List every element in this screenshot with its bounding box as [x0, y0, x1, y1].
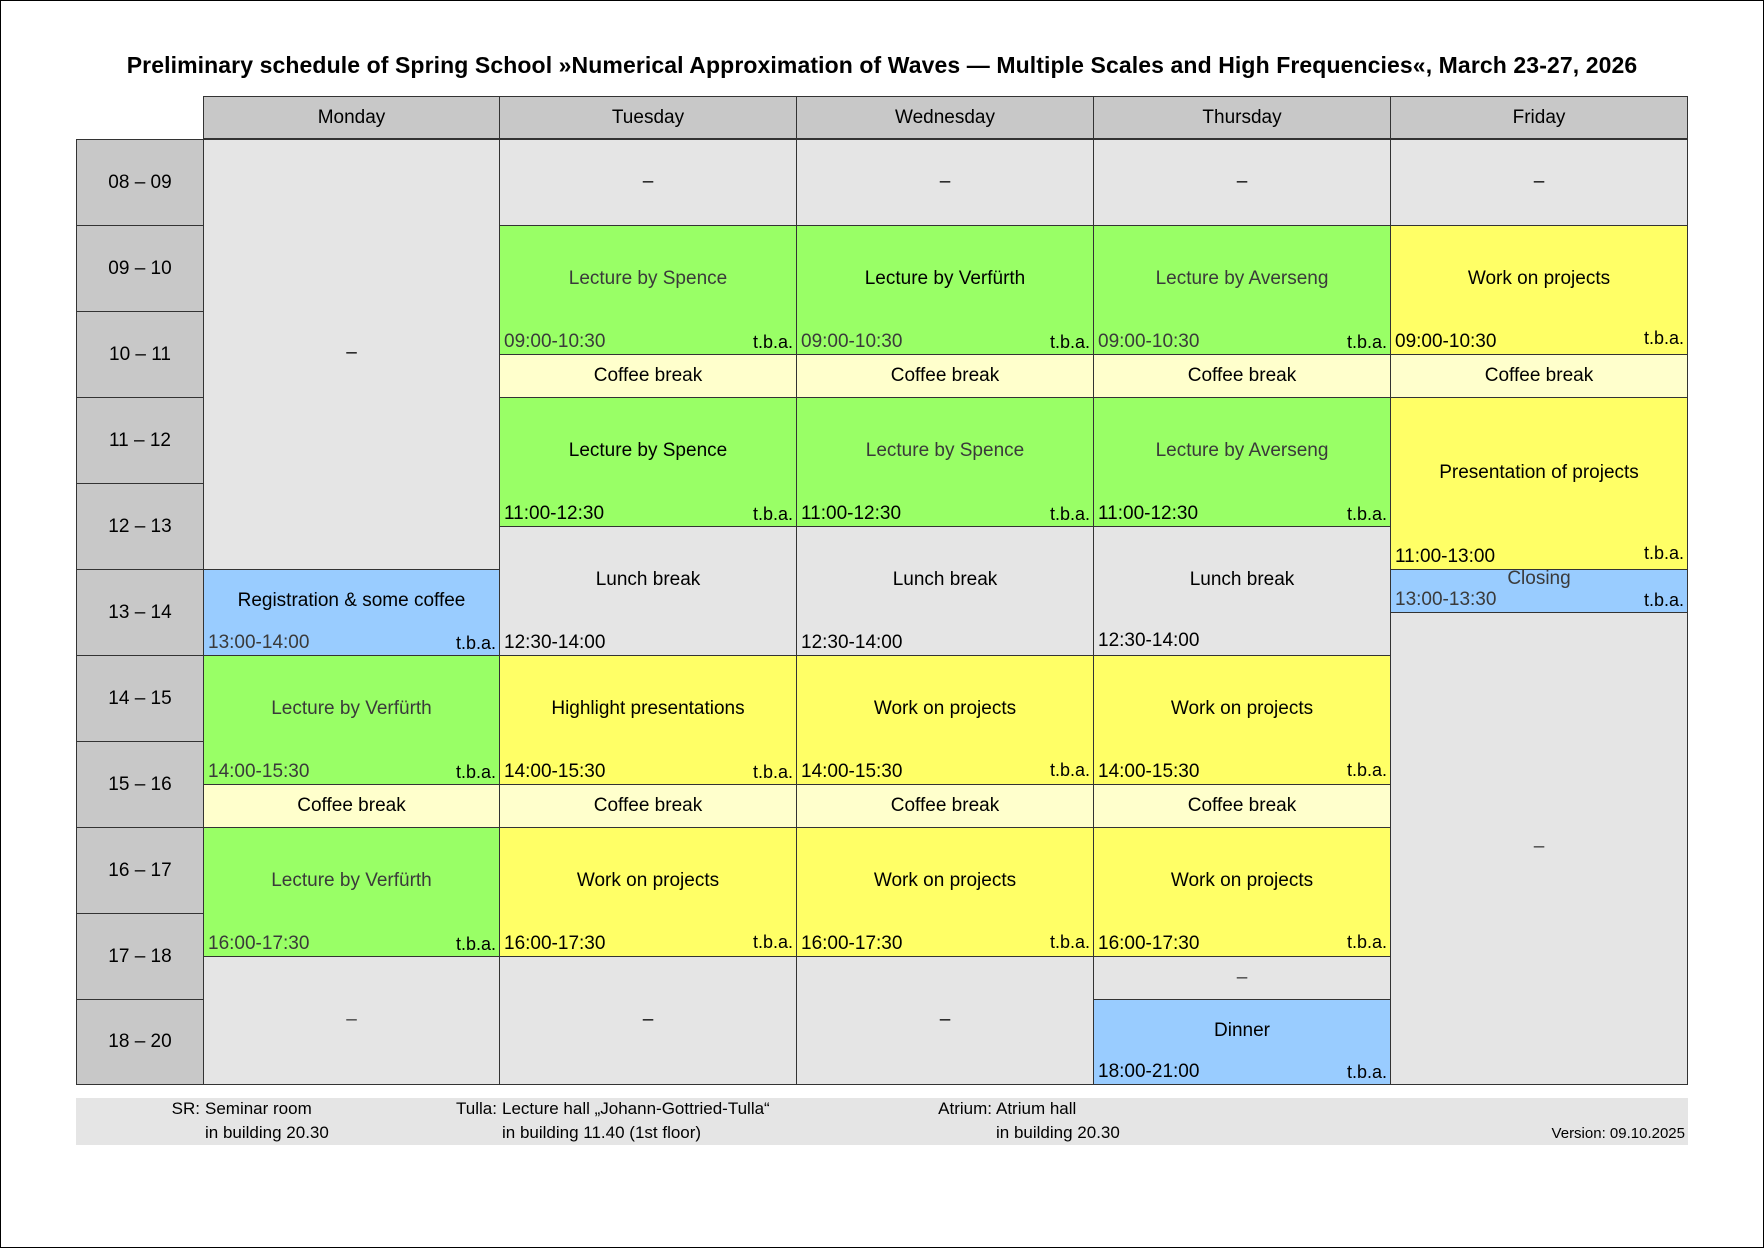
placeholder-dash: –	[346, 342, 357, 363]
tuesday-free-evening	[499, 956, 797, 1085]
time-slot: 18 – 20	[76, 999, 204, 1085]
legend-tulla-key: Tulla:	[456, 1099, 497, 1118]
event-location: t.b.a.	[1346, 760, 1387, 780]
header-monday: Monday	[203, 96, 500, 139]
header-thursday: Thursday	[1093, 96, 1391, 139]
event-label: Coffee break	[593, 365, 703, 386]
event-label: Work on projects	[873, 698, 1017, 719]
monday-registration[interactable]	[203, 569, 500, 656]
event-label: Coffee break	[1187, 795, 1297, 816]
event-location: t.b.a.	[752, 504, 793, 524]
page-title: Preliminary schedule of Spring School »Numerical Approximation of Waves — Multiple Scales and High Frequencies«, March 23-27, 2026	[126, 52, 1638, 78]
event-time: 11:00-12:30	[801, 503, 902, 524]
header-wednesday: Wednesday	[796, 96, 1094, 139]
wednesday-coffee-break-1[interactable]	[796, 354, 1094, 398]
legend-tulla-line1: Lecture hall „Johann-Gottried-Tulla“	[502, 1099, 770, 1118]
time-slot: 11 – 12	[76, 397, 204, 484]
event-label: Presentation of projects	[1439, 462, 1639, 483]
legend-atrium-line1: Atrium hall	[996, 1099, 1077, 1118]
monday-coffee-break[interactable]	[203, 784, 500, 828]
event-location: t.b.a.	[1346, 1062, 1387, 1082]
placeholder-dash: –	[939, 1009, 951, 1030]
friday-free-early	[1390, 139, 1688, 226]
time-slot: 14 – 15	[76, 655, 204, 742]
placeholder-dash: –	[1236, 171, 1248, 192]
event-label: Lecture by Spence	[568, 268, 728, 289]
thursday-lunch-break[interactable]	[1093, 526, 1391, 656]
event-label: Work on projects	[873, 870, 1017, 891]
friday-closing[interactable]	[1390, 569, 1688, 613]
thursday-lecture-averseng-2[interactable]	[1093, 397, 1391, 527]
time-slot: 08 – 09	[76, 139, 204, 226]
event-label: Work on projects	[1467, 268, 1611, 289]
event-label: Lunch break	[892, 569, 998, 590]
event-time: 14:00-15:30	[504, 761, 606, 782]
event-time: 11:00-12:30	[504, 503, 605, 524]
legend-sr-line2: in building 20.30	[205, 1123, 329, 1142]
event-label: Coffee break	[890, 795, 1000, 816]
event-label: Coffee break	[890, 365, 1000, 386]
event-time: 12:30-14:00	[504, 632, 606, 653]
wednesday-work-on-projects-1[interactable]	[796, 655, 1094, 785]
thursday-lecture-averseng-1[interactable]	[1093, 225, 1391, 355]
placeholder-dash: –	[1533, 171, 1545, 192]
thursday-free-evening	[1093, 956, 1391, 1000]
tuesday-lecture-spence-2[interactable]	[499, 397, 797, 527]
placeholder-dash: –	[939, 171, 951, 192]
event-location: t.b.a.	[1049, 932, 1090, 952]
monday-free-morning	[203, 139, 500, 570]
tuesday-lunch-break[interactable]	[499, 526, 797, 656]
time-slot: 09 – 10	[76, 225, 204, 312]
event-time: 09:00-10:30	[1098, 331, 1200, 352]
tuesday-lecture-spence-1[interactable]	[499, 225, 797, 355]
event-time: 09:00-10:30	[504, 331, 606, 352]
tuesday-coffee-break-2[interactable]	[499, 784, 797, 828]
event-label: Lecture by Spence	[865, 440, 1025, 461]
event-label: Highlight presentations	[551, 698, 745, 719]
event-label: Coffee break	[297, 795, 406, 816]
event-location: t.b.a.	[1049, 332, 1090, 352]
wednesday-lecture-spence[interactable]	[796, 397, 1094, 527]
event-location: t.b.a.	[752, 762, 793, 782]
friday-work-on-projects[interactable]	[1390, 225, 1688, 355]
event-time: 14:00-15:30	[208, 761, 310, 782]
event-label: Coffee break	[593, 795, 703, 816]
event-time: 16:00-17:30	[801, 933, 903, 954]
legend-atrium-key: Atrium:	[938, 1099, 992, 1118]
thursday-free-early	[1093, 139, 1391, 226]
event-label: Registration & some coffee	[237, 590, 466, 611]
event-label: Work on projects	[1170, 698, 1314, 719]
placeholder-dash: –	[346, 1009, 357, 1030]
event-label: Work on projects	[1170, 870, 1314, 891]
tuesday-work-on-projects[interactable]	[499, 827, 797, 957]
event-time: 12:30-14:00	[1098, 630, 1200, 651]
thursday-dinner[interactable]	[1093, 999, 1391, 1085]
placeholder-dash: –	[1236, 967, 1248, 988]
event-time: 18:00-21:00	[1098, 1061, 1200, 1082]
thursday-coffee-break-1[interactable]	[1093, 354, 1391, 398]
event-location: t.b.a.	[1049, 760, 1090, 780]
event-time: 14:00-15:30	[1098, 761, 1200, 782]
event-label: Lecture by Verfürth	[864, 268, 1026, 289]
event-time: 12:30-14:00	[801, 632, 903, 653]
event-location: t.b.a.	[1049, 504, 1090, 524]
event-time: 13:00-13:30	[1395, 589, 1497, 610]
event-time: 16:00-17:30	[504, 933, 606, 954]
event-label: Lecture by Averseng	[1155, 440, 1329, 461]
event-label: Dinner	[1214, 1020, 1270, 1041]
event-location: t.b.a.	[455, 762, 496, 782]
time-slot: 15 – 16	[76, 741, 204, 828]
thursday-coffee-break-2[interactable]	[1093, 784, 1391, 828]
event-time: 13:00-14:00	[208, 632, 310, 653]
placeholder-dash: –	[1533, 836, 1545, 857]
time-slot: 12 – 13	[76, 483, 204, 570]
thursday-work-on-projects-1[interactable]	[1093, 655, 1391, 785]
event-location: t.b.a.	[455, 934, 496, 954]
event-location: t.b.a.	[1643, 543, 1684, 563]
event-location: t.b.a.	[1346, 932, 1387, 952]
header-tuesday: Tuesday	[499, 96, 797, 139]
event-label: Lecture by Verfürth	[271, 870, 432, 891]
header-friday: Friday	[1390, 96, 1688, 139]
time-slot: 13 – 14	[76, 569, 204, 656]
friday-coffee-break[interactable]	[1390, 354, 1688, 398]
event-label: Lecture by Averseng	[1155, 268, 1329, 289]
event-label: Lecture by Verfürth	[271, 698, 432, 719]
placeholder-dash: –	[642, 171, 654, 192]
legend-sr-line1: Seminar room	[205, 1099, 312, 1118]
event-time: 11:00-12:30	[1098, 503, 1199, 524]
wednesday-work-on-projects-2[interactable]	[796, 827, 1094, 957]
event-location: t.b.a.	[455, 633, 496, 653]
wednesday-free-early	[796, 139, 1094, 226]
event-location: t.b.a.	[1643, 590, 1684, 610]
event-location: t.b.a.	[1643, 328, 1684, 348]
event-label: Coffee break	[1187, 365, 1297, 386]
event-label: Closing	[1507, 568, 1571, 589]
monday-free-evening	[203, 956, 500, 1085]
tuesday-free-early	[499, 139, 797, 226]
event-label: Work on projects	[576, 870, 720, 891]
legend-atrium-line2: in building 20.30	[996, 1123, 1120, 1142]
placeholder-dash: –	[642, 1009, 654, 1030]
wednesday-lunch-break[interactable]	[796, 526, 1094, 656]
time-slot: 16 – 17	[76, 827, 204, 914]
event-label: Lecture by Spence	[568, 440, 728, 461]
tuesday-coffee-break-1[interactable]	[499, 354, 797, 398]
time-slot: 10 – 11	[76, 311, 204, 398]
event-location: t.b.a.	[752, 932, 793, 952]
wednesday-coffee-break-2[interactable]	[796, 784, 1094, 828]
event-location: t.b.a.	[752, 332, 793, 352]
tuesday-highlight-presentations[interactable]	[499, 655, 797, 785]
event-location: t.b.a.	[1346, 504, 1387, 524]
event-label: Coffee break	[1484, 365, 1594, 386]
friday-free-afternoon	[1390, 612, 1688, 1085]
time-slot: 17 – 18	[76, 913, 204, 1000]
wednesday-lecture-verfurth[interactable]	[796, 225, 1094, 355]
wednesday-free-evening	[796, 956, 1094, 1085]
event-label: Lunch break	[595, 569, 701, 590]
room-legend	[76, 1098, 1688, 1145]
monday-lecture-verfurth-1[interactable]	[203, 655, 500, 785]
event-location: t.b.a.	[1346, 332, 1387, 352]
thursday-work-on-projects-2[interactable]	[1093, 827, 1391, 957]
monday-lecture-verfurth-2[interactable]	[203, 827, 500, 957]
event-time: 11:00-13:00	[1395, 546, 1496, 567]
event-time: 09:00-10:30	[801, 331, 903, 352]
legend-tulla-line2: in building 11.40 (1st floor)	[502, 1123, 702, 1142]
friday-presentation-of-projects[interactable]	[1390, 397, 1688, 570]
legend-sr-key: SR:	[171, 1099, 200, 1118]
event-time: 16:00-17:30	[208, 933, 310, 954]
event-time: 14:00-15:30	[801, 761, 903, 782]
event-time: 16:00-17:30	[1098, 933, 1200, 954]
event-time: 09:00-10:30	[1395, 331, 1497, 352]
version-label: Version: 09.10.2025	[1551, 1125, 1685, 1142]
event-label: Lunch break	[1189, 569, 1295, 590]
